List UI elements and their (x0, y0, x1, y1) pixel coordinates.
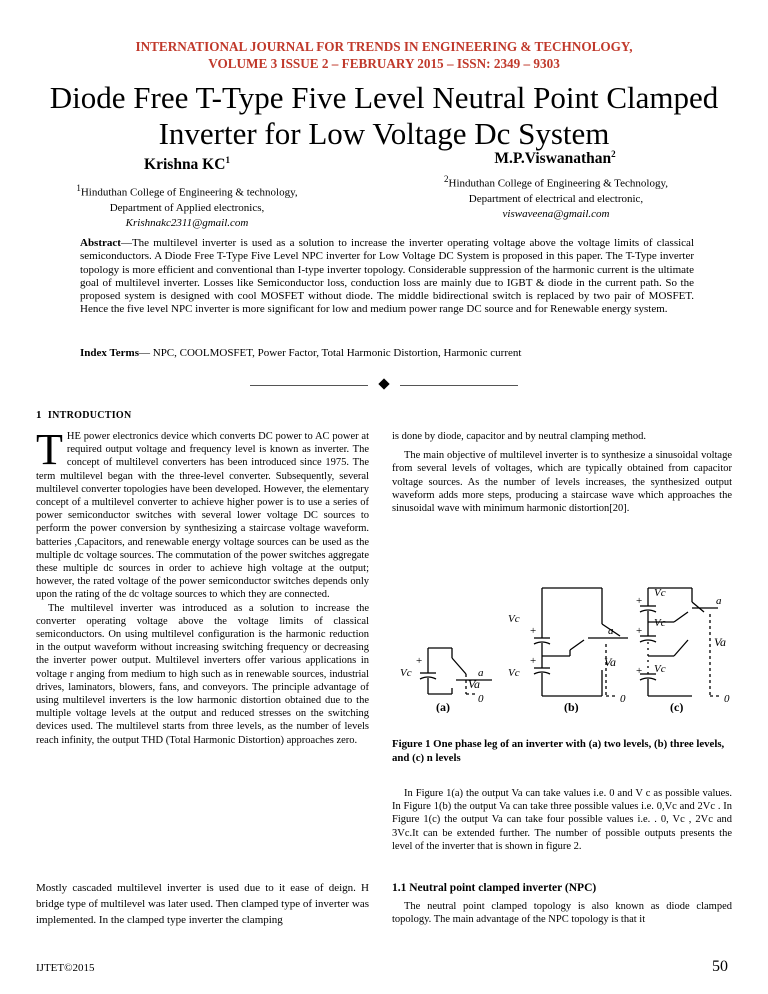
index-terms (80, 347, 694, 359)
intro-paragraph-1: THE power electronics device which converts DC power to AC power at required output voltage and frequency level is known as inverter. The concept of multilevel converters has been introduced since 1975. The term multilevel began with the three-level converter. Subsequently, several multilevel converter topologies have been developed. However, the elementary concept of a multilevel converter to achieve higher power is to use a series of power semiconductor switches with several lower voltage DC sources to perform the power conversion by synthesizing a staircase voltage waveform. batteries ,Capacitors, and renewable energy voltage sources can be used as the multiple dc voltage sources. The commutation of the power switches aggregate these multiple dc sources in order to achieve high voltage at the output; however, the rated voltage of the power semiconductor switches depends only upon the rating of the dc voltage sources to which they are connected. (36, 425, 369, 601)
fig-c-va: Va (714, 635, 726, 649)
fig-c-vc-3: Vc (654, 663, 666, 675)
author-2 (440, 149, 670, 168)
right-column-top (392, 430, 732, 515)
author-1-affiliation: $^1$Hinduthan College of Engineering & technology, Department of Applied electronics, Krishnakc2311@gmail.com (64, 181, 310, 231)
fig-b-vc-2: Vc (508, 667, 520, 679)
right-paragraph-1: The main objective of multilevel inverter is to synthesize a sinusoidal voltage from several levels of voltages, which are typically obtained from capacitor voltage sources. As the number of levels increases, the synthesized output waveform adds more steps, producing a staircase wave which approaches the sinusoidal wave with minimum harmonic distortion[20]. (392, 450, 732, 515)
journal-header (0, 38, 768, 72)
figure-1 (392, 578, 732, 713)
author-1-email: Krishnakc2311@gmail.com (125, 216, 249, 229)
separator-diamond (378, 378, 389, 389)
left-column (36, 425, 369, 747)
fig-b-zero: 0 (620, 693, 626, 705)
author-2-email: viswaveena@gmail.com (502, 207, 610, 220)
fig-b-va: Va (604, 655, 616, 669)
fig-label-c: (c) (670, 700, 684, 713)
fig-c-plus-2: + (636, 625, 643, 637)
fig-c-vc-1: Vc (654, 587, 666, 599)
separator-left (250, 385, 368, 386)
title-line-1: Diode Free T-Type Five Level Neutral Point Clamped (49, 80, 719, 115)
fig-a-zero: 0 (478, 693, 484, 705)
fig-a-a: a (478, 667, 484, 679)
journal-line-2: VOLUME 3 ISSUE 2 – FEBRUARY 2015 – ISSN: 2349 – 9303 (208, 56, 560, 71)
abstract (80, 237, 694, 317)
fig-c-plus-3: + (636, 665, 643, 677)
fig-b-vc-1: Vc (508, 613, 520, 625)
separator-right (400, 385, 518, 386)
footer-copyright: IJTET©2015 (36, 962, 95, 974)
fig-a-plus: + (416, 655, 423, 667)
fig-b-plus-1: + (530, 625, 537, 637)
section-1-heading: 1 INTRODUCTION (36, 409, 132, 421)
index-terms-label: Index Terms (80, 347, 139, 359)
title-line-2: Inverter for Low Voltage Dc System (158, 116, 610, 151)
page-number: 50 (712, 958, 728, 975)
right-paragraph-0: is done by diode, capacitor and by neutral clamping method. (392, 431, 646, 442)
author-1 (72, 155, 302, 174)
journal-line-1: INTERNATIONAL JOURNAL FOR TRENDS IN ENGINEERING & TECHNOLOGY, (135, 39, 633, 54)
fig-c-vc-2: Vc (654, 617, 666, 629)
dropcap: T (36, 425, 63, 474)
fig-c-plus-1: + (636, 595, 643, 607)
author-2-name: M.P.Viswanathan$^2$ (494, 149, 616, 168)
abstract-label: Abstract (80, 237, 121, 249)
figure-1c-circuit (640, 588, 722, 696)
fig-a-vc: Vc (400, 667, 412, 679)
right-paragraph-2: In Figure 1(a) the output Va can take values i.e. 0 and V c as possible values. In Figure 1(b) the output Va can take three possible values i.e. 0,Vc and 2Vc . In Figure 1(c) the output Va can take four possible values i.e. . 0, Vc , 2Vc and 3Vc.It can be extended further. The number of possible outputs presents the level of the inverter that is shown in figure 2. (392, 788, 732, 852)
paper-title (20, 80, 748, 152)
index-terms-text: — NPC, COOLMOSFET, Power Factor, Total Harmonic Distortion, Harmonic current (139, 347, 522, 359)
right-paragraph-3: The neutral point clamped topology is also known as diode clamped topology. The main advantage of the NPC topology is that it (392, 901, 732, 926)
fig-b-plus-2: + (530, 655, 537, 667)
fig-a-va: Va (468, 677, 480, 691)
figure-1-caption: Figure 1 One phase leg of an inverter with (a) two levels, (b) three levels, and (c) n levels (392, 738, 725, 764)
fig-c-a: a (716, 595, 722, 607)
author-1-name: Krishna $KC^1$ (144, 155, 230, 174)
fig-label-a: (a) (436, 700, 450, 713)
intro-paragraph-3: Mostly cascaded multilevel inverter is used due to it ease of deign. H bridge type of multilevel was later used. Then clamped type of inverter was implemented. In the clamped type inverter the clamping (36, 882, 369, 926)
subsection-1-1-heading: 1.1 Neutral point clamped inverter (NPC) (392, 882, 597, 894)
fig-b-a: a (608, 625, 614, 637)
fig-c-zero: 0 (724, 693, 730, 705)
abstract-text: —The multilevel inverter is used as a solution to increase the inverter operating voltage above the voltage limits of classical semiconductors. A Diode Free T-Type Five Level NPC inverter for Low Voltage DC System is proposed in this paper. The T-Type inverter topology is more efficient and conventional than I-type inverter topology. Considerable suppression of the harmonic current is the ultimate goal of multilevel inverter. Losses like Semiconductor loss, conduction loss are mainly due to IGBT & diode in the current path. So the proposed system is designed with cool MOSFET without diode. The middle bidirectional switch is replaced by two pair of MOSFET. Hence the five level NPC inverter is more significant for low and medium power range DC source and for Renewable energy system. (80, 237, 694, 316)
author-2-affiliation: $^2$Hinduthan College of Engineering & Technology, Department of electrical and electronic, viswaveena@gmail.com (425, 172, 687, 222)
figure-1b-circuit (534, 588, 628, 696)
intro-paragraph-2: The multilevel inverter was introduced as a solution to increase the converter operating voltage above the voltage limits of classical semiconductors. On using multilevel configuration is the harmonic reduction in the output waveform without increasing switching frequency or decreasing the inverter power output. Multilevel inverters offer various applications in voltage r anging from medium to high such as in renewable sources, industrial drives, laminators, blowers, fans, and conveyors. The principle advantage of using multilevel inverters is the low harmonic distortion obtained due to the multiple voltage levels at the output and reduced stresses on the switching devices used. The multilevel starts from three levels, as the number of levels reach infinity, the output THD (Total Harmonic Distortion) approaches zero. (36, 602, 369, 746)
fig-label-b: (b) (564, 700, 579, 713)
